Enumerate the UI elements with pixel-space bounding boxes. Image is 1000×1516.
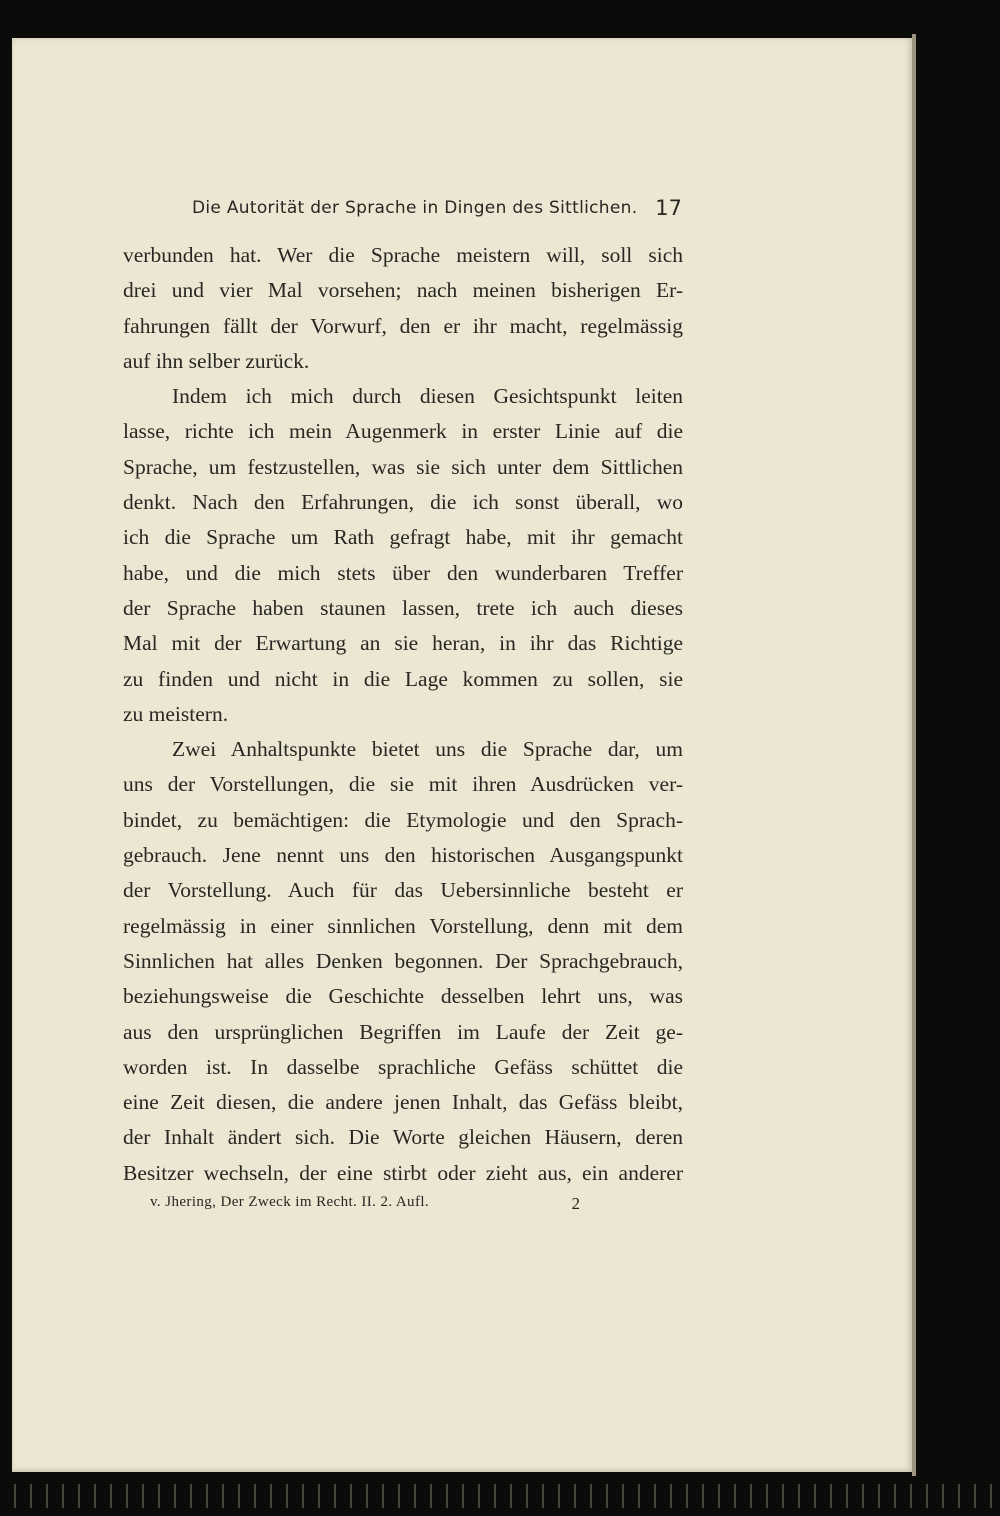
text-line: Zwei Anhaltspunkte bietet uns die Sprache dar, um xyxy=(172,737,683,762)
paragraph xyxy=(123,238,683,379)
running-head xyxy=(192,196,682,226)
text-line: beziehungsweise die Geschichte desselben lehrt uns, was xyxy=(123,984,683,1009)
page-footer xyxy=(150,1192,580,1216)
text-line: Indem ich mich durch diesen Gesichtspunkt leiten xyxy=(172,384,683,409)
text-line: habe, und die mich stets über den wunderbaren Treffer xyxy=(123,560,683,585)
text-line: eine Zeit diesen, die andere jenen Inhalt, das Gefäss bleibt, xyxy=(123,1090,683,1115)
page-number: 17 xyxy=(655,196,682,220)
text-line: drei und vier Mal vorsehen; nach meinen bisherigen Er- xyxy=(123,278,683,303)
text-line: Sprache, um festzustellen, was sie sich unter dem Sittlichen xyxy=(123,454,683,479)
text-line: Sinnlichen hat alles Denken begonnen. Der Sprachgebrauch, xyxy=(123,948,683,973)
text-line: Besitzer wechseln, der eine stirbt oder zieht aus, ein anderer xyxy=(123,1160,683,1185)
text-line: uns der Vorstellungen, die sie mit ihren Ausdrücken ver- xyxy=(123,772,683,797)
running-head-title: Die Autorität der Sprache in Dingen des Sittlichen. xyxy=(192,198,638,218)
scanner-edge-strip xyxy=(0,1484,1000,1508)
text-line: zu finden und nicht in die Lage kommen zu sollen, sie xyxy=(123,666,683,691)
paragraph xyxy=(123,732,683,1191)
text-line: der Inhalt ändert sich. Die Worte gleichen Häusern, deren xyxy=(123,1125,683,1150)
text-line: regelmässig in einer sinnlichen Vorstellung, denn mit dem xyxy=(123,913,683,938)
text-line: aus den ursprünglichen Begriffen im Laufe der Zeit ge- xyxy=(123,1019,683,1044)
text-line: der Vorstellung. Auch für das Uebersinnliche besteht er xyxy=(123,878,683,903)
text-line: lasse, richte ich mein Augenmerk in erster Linie auf die xyxy=(123,419,683,444)
text-line: auf ihn selber zurück. xyxy=(123,348,310,373)
text-line: fahrungen fällt der Vorwurf, den er ihr macht, regelmässig xyxy=(123,313,683,338)
text-line: bindet, zu bemächtigen: die Etymologie und den Sprach- xyxy=(123,807,683,832)
text-line: Mal mit der Erwartung an sie heran, in ihr das Richtige xyxy=(123,631,683,656)
text-line: zu meistern. xyxy=(123,701,229,726)
text-line: denkt. Nach den Erfahrungen, die ich sonst überall, wo xyxy=(123,490,683,515)
text-line: worden ist. In dasselbe sprachliche Gefäss schüttet die xyxy=(123,1054,683,1079)
signature-mark: 2 xyxy=(571,1194,580,1213)
footer-citation: v. Jhering, Der Zweck im Recht. II. 2. Aufl. xyxy=(150,1194,430,1210)
text-line: gebrauch. Jene nennt uns den historischen Ausgangspunkt xyxy=(123,843,683,868)
text-line: verbunden hat. Wer die Sprache meistern will, soll sich xyxy=(123,243,683,267)
body-text xyxy=(123,238,683,1191)
paragraph xyxy=(123,379,683,732)
page-edge xyxy=(912,34,916,1476)
text-line: ich die Sprache um Rath gefragt habe, mit ihr gemacht xyxy=(123,525,683,550)
text-line: der Sprache haben staunen lassen, trete ich auch dieses xyxy=(123,595,683,620)
